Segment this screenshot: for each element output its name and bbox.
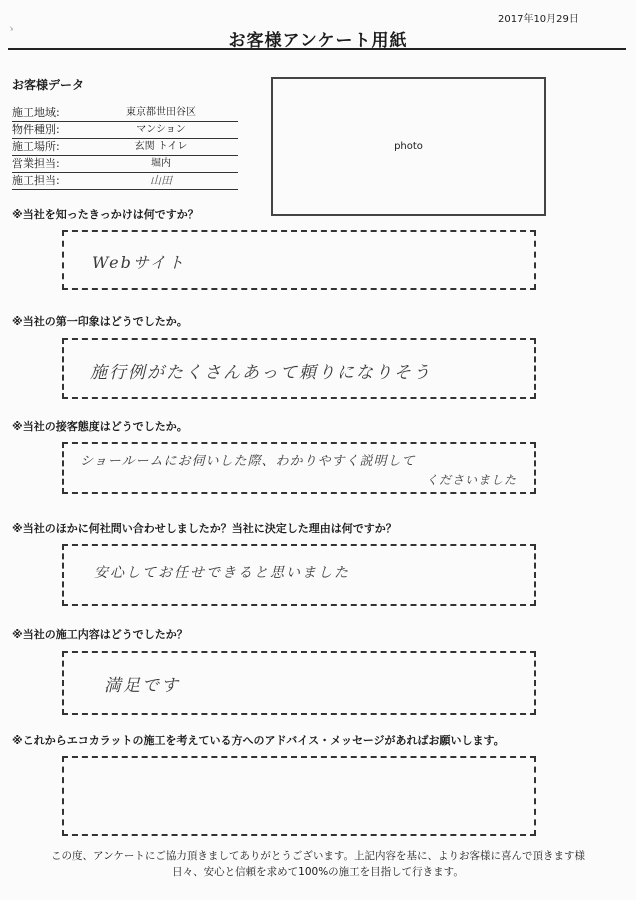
customer-data-row-area <box>12 105 238 122</box>
question-4: ※当社のほかに何社問い合わせしましたか？当社に決定した理由は何ですか？ <box>12 522 397 535</box>
footer-line-1: この度、アンケートにご協力頂きましてありがとうございます。上記内容を基に、よりお客様に喜んで頂きます様 <box>50 850 586 862</box>
data-label: 物件種別: <box>12 123 60 136</box>
data-label: 施工場所: <box>12 140 60 153</box>
data-value: マンション <box>136 124 186 135</box>
title-divider <box>8 48 626 50</box>
answer-3-text: ショールームにお伺いした際、わかりやすく説明して <box>80 454 416 469</box>
question-3: ※当社の接客態度はどうでしたか。 <box>12 420 188 433</box>
survey-date: 2017年10月29日 <box>498 14 579 25</box>
scan-mark: ゝ <box>6 24 16 35</box>
data-value: 玄関 トイレ <box>134 141 188 152</box>
answer-1-text: Webサイト <box>92 253 186 272</box>
data-value: 東京都世田谷区 <box>126 107 196 118</box>
customer-data-row-sales <box>12 156 238 173</box>
customer-data-row-location <box>12 139 238 156</box>
data-label: 営業担当: <box>12 157 60 170</box>
answer-box-5 <box>62 651 536 715</box>
customer-data-row-installer <box>12 173 238 190</box>
data-label: 施工担当: <box>12 174 60 187</box>
photo-placeholder <box>271 77 546 216</box>
customer-data-table <box>12 105 238 190</box>
footer-line-2: 日々、安心と信頼を求めて100%の施工を目指して行きます。 <box>172 866 464 878</box>
answer-box-6 <box>62 756 536 836</box>
answer-2-text: 施行例がたくさんあって頼りになりそう <box>90 363 432 383</box>
answer-5-text: 満足です <box>104 676 180 696</box>
question-5: ※当社の施工内容はどうでしたか？ <box>12 628 188 641</box>
answer-3-text-line2: くださいました <box>426 473 518 487</box>
page-title: お客様アンケート用紙 <box>228 31 408 51</box>
data-value: 堀内 <box>151 158 171 169</box>
answer-4-text: 安心してお任せできると思いました <box>94 565 350 581</box>
question-2: ※当社の第一印象はどうでしたか。 <box>12 315 188 328</box>
question-1: ※当社を知ったきっかけは何ですか？ <box>12 208 199 221</box>
answer-box-3 <box>62 442 536 494</box>
photo-label: photo <box>394 141 423 152</box>
answer-box-1 <box>62 230 536 290</box>
data-label: 施工地域: <box>12 106 60 119</box>
data-value-handwritten: 山田 <box>150 174 172 187</box>
customer-data-row-property <box>12 122 238 139</box>
answer-box-2 <box>62 338 536 399</box>
question-6: ※これからエコカラットの施工を考えている方へのアドバイス・メッセージがあればお願いします。 <box>12 734 505 747</box>
answer-box-4 <box>62 544 536 606</box>
customer-data-heading: お客様データ <box>12 78 85 92</box>
